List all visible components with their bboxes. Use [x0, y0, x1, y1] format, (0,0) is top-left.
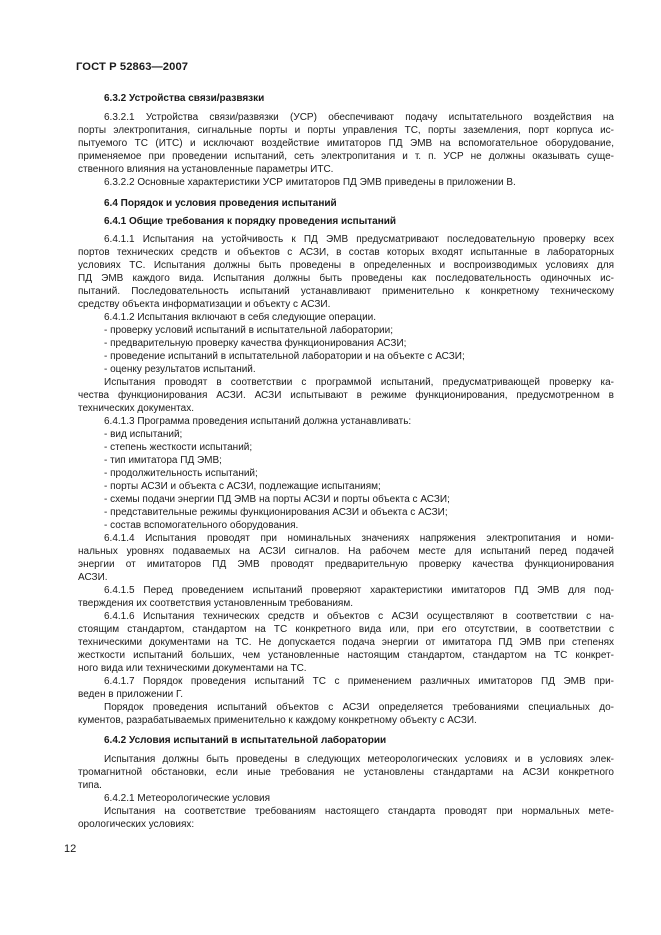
text-line: пытаний. Последовательность испытаний устанавливают применительно к конкретному техническому [78, 286, 614, 297]
text-line: технических документах. [78, 403, 194, 414]
text-line: - проверку условий испытаний в испытательной лаборатории; [104, 325, 393, 336]
text-line: 6.4.1.4 Испытания проводят при номинальных значениях напряжения электропитания и номи- [104, 533, 614, 544]
text-line: стоящим стандартом, стандартом на ТС конкретного вида или, при его отсутствии, в соответствии с [78, 624, 614, 635]
text-line: средству объекта информатизации и объекту с АСЗИ. [78, 299, 331, 310]
text-line: ного вида или техническими документами на ТС. [78, 663, 307, 674]
text-line: орологических условиях: [78, 819, 195, 830]
text-line: энергии от имитаторов ПД ЭМВ проводят предварительную проверку качества функционирования [78, 559, 614, 570]
text-line: 6.4.1.2 Испытания включают в себя следующие операции. [104, 312, 377, 323]
text-line: 6.4.1.1 Испытания на устойчивость к ПД ЭМВ предусматривают последовательную проверку всех [104, 234, 614, 245]
text-line: 6.4.2.1 Метеорологические условия [104, 793, 271, 804]
text-line: Испытания должны быть проведены в следующих метеорологических условиях и в условиях элек- [104, 754, 614, 765]
text-line: тверждения их соответствия установленным требованиям. [78, 598, 354, 609]
text-line: - проведение испытаний в испытательной лаборатории и на объекте с АСЗИ; [104, 351, 465, 362]
text-line: - порты АСЗИ и объекта с АСЗИ, подлежащие испытаниям; [104, 481, 381, 492]
section-heading: 6.4 Порядок и условия проведения испытаний [104, 198, 337, 209]
page-number: 12 [64, 843, 77, 855]
text-line: веден в приложении Г. [78, 689, 183, 700]
text-line: типа. [78, 780, 102, 791]
text-line: 6.4.1.7 Порядок проведения испытаний ТС с применением различных имитаторов ПД ЭМВ при- [104, 676, 614, 687]
text-line: - схемы подачи энергии ПД ЭМВ на порты АСЗИ и порты объекта с АСЗИ; [104, 494, 450, 505]
text-line: условиях ТС. Испытания должны быть проведены в определенных и воспроизводимых условиях для [78, 260, 614, 271]
section-heading: 6.4.2 Условия испытаний в испытательной лаборатории [104, 735, 387, 746]
text-line: кументов, разрабатываемых применительно к каждому конкретному объекту с АСЗИ. [78, 715, 477, 726]
document-header: ГОСТ Р 52863—2007 [76, 61, 189, 73]
text-line: жесткости испытаний больших, чем установленные настоящим стандартом, стандартом на ТС конкрет- [78, 650, 614, 661]
text-line: 6.4.1.6 Испытания технических средств и объектов с АСЗИ осуществляют в соответствии с на- [104, 611, 614, 622]
text-line: тромагнитной обстановки, если иные требования не установлены стандартами на АСЗИ конкретного [78, 767, 614, 778]
text-line: - степень жесткости испытаний; [104, 442, 253, 453]
text-line: - тип имитатора ПД ЭМВ; [104, 455, 222, 466]
text-line: - оценку результатов испытаний. [104, 364, 256, 375]
text-line: 6.3.2.2 Основные характеристики УСР имитаторов ПД ЭМВ приведены в приложении В. [104, 177, 516, 188]
text-line: - вид испытаний; [104, 429, 183, 440]
text-line: Испытания проводят в соответствии с программой испытаний, предусматривающей проверку ка- [104, 377, 614, 388]
text-line: техническими документами на ТС. Не допускается подача энергии от имитатора ПД ЭМВ при степенях [78, 637, 614, 648]
text-line: портов технических средств и объектов с АСЗИ, в состав которых входят испытанные в лабораторных [78, 247, 614, 258]
text-line: ПД ЭМВ каждого вида. Испытания должны быть проведены как последовательность одиночных ис- [78, 273, 614, 284]
text-line: пытуемого ТС (ИТС) и исключают воздействие имитаторов ПД ЭМВ на вспомогательное оборудование, [78, 138, 614, 149]
text-line: порты электропитания, сигнальные порты и порты управления ТС, порты заземления, порт корпуса ис- [78, 125, 614, 136]
text-line: чества функционирования АСЗИ. АСЗИ испытывают в режиме функционирования, предусмотренном в [78, 390, 614, 401]
text-line: 6.3.2.1 Устройства связи/развязки (УСР) обеспечивают подачу испытательного воздействия на [104, 112, 614, 123]
text-line: применяемое при проведении испытаний, сеть электропитания и т. п. УСР не должны оказывать суще- [78, 151, 614, 162]
text-line: 6.4.1.3 Программа проведения испытаний должна устанавливать: [104, 416, 412, 427]
text-line: - состав вспомогательного оборудования. [104, 520, 299, 531]
text-line: нальных уровнях подаваемых на АСЗИ сигналов. На рабочем месте для испытаний перед подачей [78, 546, 614, 557]
text-line: 6.4.1.5 Перед проведением испытаний проверяют характеристики имитаторов ПД ЭМВ для под- [104, 585, 614, 596]
text-line: - продолжительность испытаний; [104, 468, 258, 479]
text-line: ственного влияния на установленные параметры ИТС. [78, 164, 334, 175]
section-heading: 6.4.1 Общие требования к порядку проведения испытаний [104, 216, 397, 227]
text-line: АСЗИ. [78, 572, 108, 583]
text-line: - представительные режимы функционирования АСЗИ и объекта с АСЗИ; [104, 507, 448, 518]
text-line: Порядок проведения испытаний объектов с АСЗИ определяется требованиями специальных до- [104, 702, 614, 713]
section-heading: 6.3.2 Устройства связи/развязки [104, 93, 265, 104]
text-line: - предварительную проверку качества функционирования АСЗИ; [104, 338, 407, 349]
text-line: Испытания на соответствие требованиям настоящего стандарта проводят при нормальных мете- [104, 806, 614, 817]
